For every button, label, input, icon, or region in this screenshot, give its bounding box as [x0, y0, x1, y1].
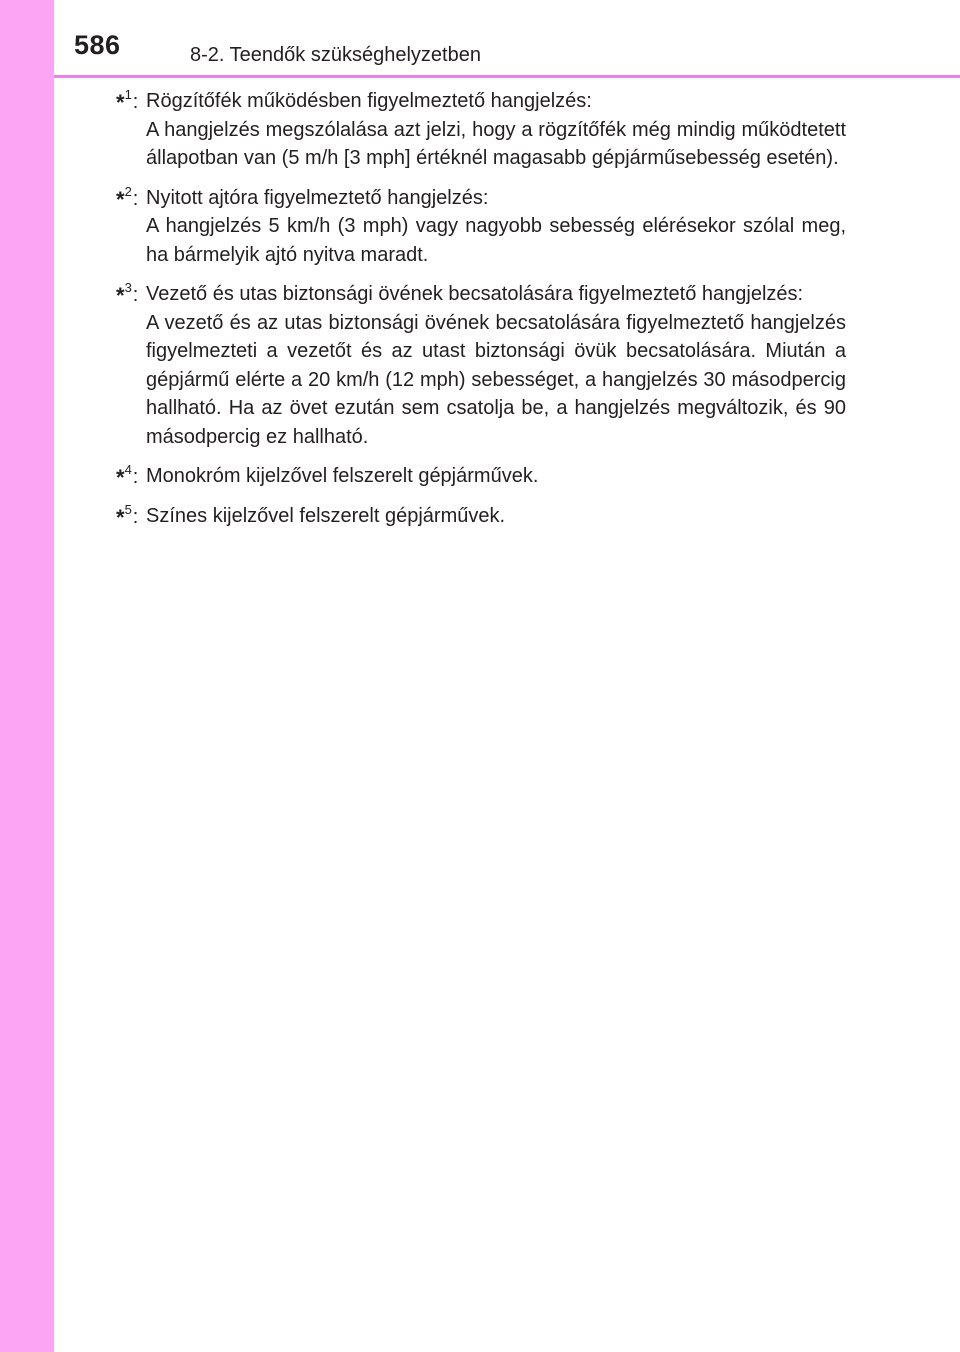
footnote-4 [116, 462, 846, 491]
footnote-body [146, 184, 846, 270]
asterisk-symbol: * [116, 505, 125, 530]
footnote-marker: *$^1$: [116, 87, 139, 115]
side-color-band [0, 0, 54, 1352]
footnote-number: 2 [124, 183, 132, 199]
asterisk-symbol: * [116, 465, 125, 490]
page-number: 586 [74, 30, 121, 60]
footnote-body [146, 87, 846, 173]
section-title: 8-2. Teendők szükséghelyzetben [190, 44, 481, 66]
footnote-1 [116, 87, 846, 173]
footnote-marker: *$^5$: [116, 502, 139, 530]
header-divider [54, 75, 960, 78]
footnote-body [146, 502, 846, 531]
footnote-number: 4 [124, 462, 132, 477]
footnote-3 [116, 280, 846, 451]
page-header [54, 0, 960, 80]
footnote-text: A hangjelzés megszólalása azt jelzi, hogy a rögzítőfék még mindig működtetett állapotban van (5 m/h [3 mph] értéknél magasabb gépjárműsebesség esetén). [146, 118, 846, 169]
footnote-text: A hangjelzés 5 km/h (3 mph) vagy nagyobb sebesség elérésekor szólal meg, ha bármelyik ajtó nyitva maradt. [146, 215, 846, 266]
footnote-title: Monokróm kijelzővel felszerelt gépjárművek. [146, 465, 539, 487]
footnote-marker: *$^2$: [116, 183, 139, 212]
footnote-body [146, 280, 846, 451]
footnote-title: Vezető és utas biztonsági övének becsatolására figyelmeztető hangjelzés: [146, 283, 804, 305]
footnote-number: 5 [124, 502, 132, 517]
footnote-number: 1 [124, 87, 132, 102]
footnote-text: A vezető és az utas biztonsági övének becsatolására figyelmeztető hangjelzés figyelmezteti a vezetőt és az utast biztonsági övük becsatolására. Miután a gépjármű elérte a 20 km/h (12 mph) sebességet, a hangjelzés 30 másodpercig hallható. Ha az övet ezután sem csatolja be, a hangjelzés megváltozik, és 90 másodpercig ez hallható. [146, 311, 846, 448]
asterisk-symbol: * [116, 90, 125, 115]
footnote-title: Nyitott ajtóra figyelmeztető hangjelzés: [146, 186, 489, 209]
footnote-title: Rögzítőfék működésben figyelmeztető hangjelzés: [146, 90, 592, 112]
footnote-list [116, 87, 846, 542]
footnote-body [146, 462, 846, 491]
asterisk-symbol: * [116, 283, 125, 308]
footnote-number: 3 [124, 280, 132, 295]
footnote-marker: *$^3$: [116, 280, 139, 308]
footnote-marker: *$^4$: [116, 462, 139, 490]
footnote-title: Színes kijelzővel felszerelt gépjárművek. [146, 505, 506, 527]
asterisk-symbol: * [116, 186, 125, 212]
footnote-5 [116, 502, 846, 531]
footnote-2 [116, 184, 846, 270]
